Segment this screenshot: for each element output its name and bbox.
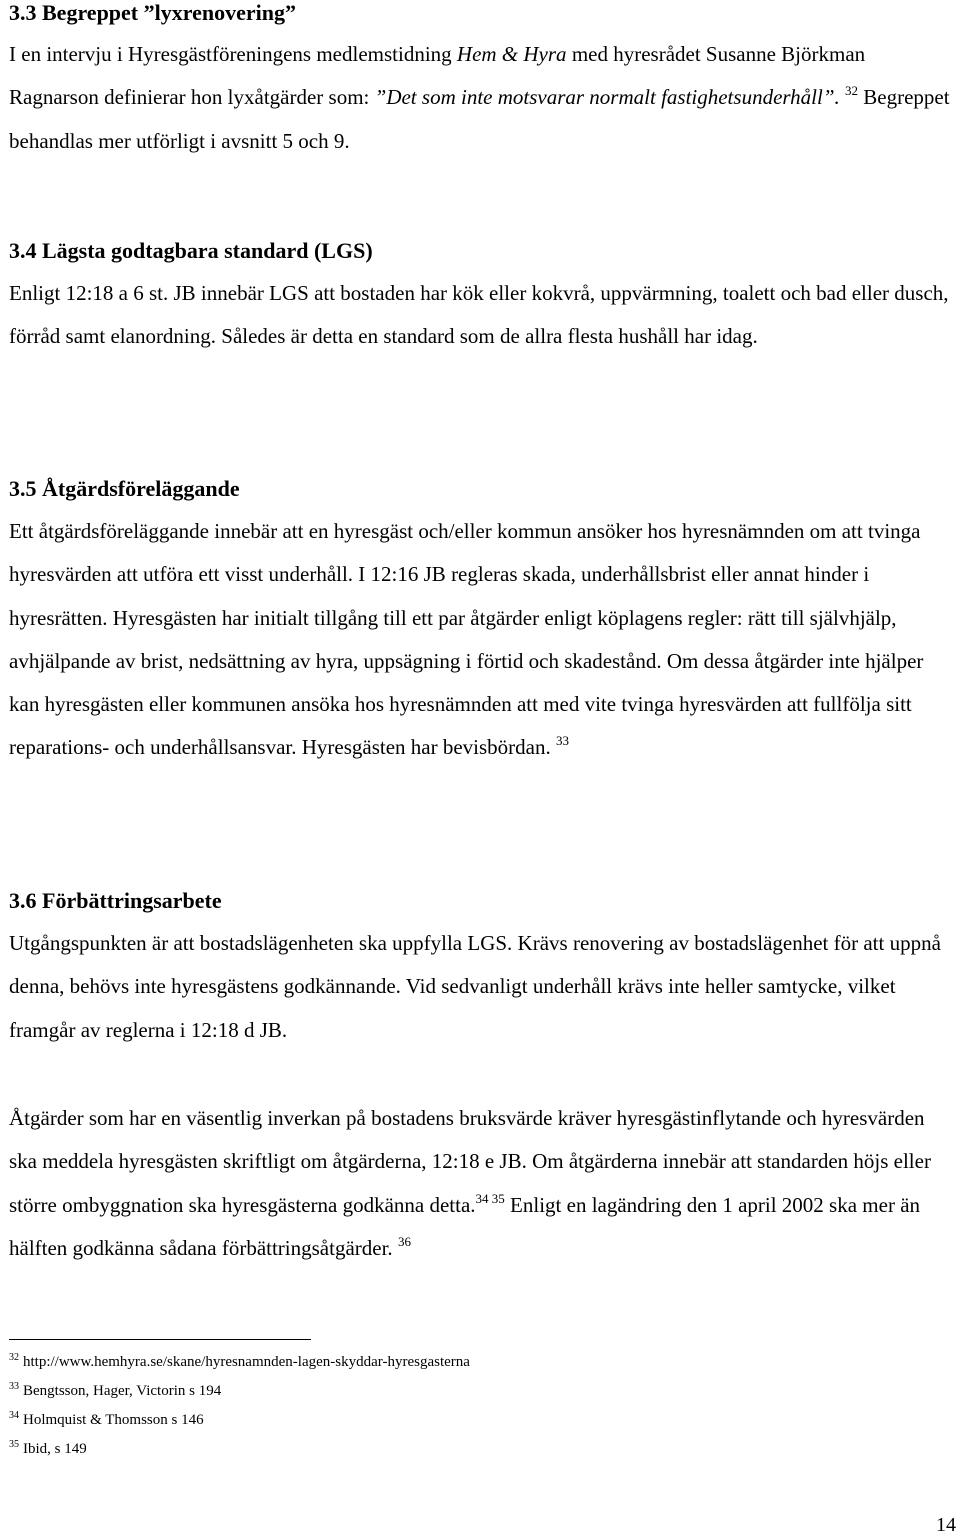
footnote-ref-33: 33 bbox=[555, 733, 569, 749]
text-run: Enligt en lagändring den 1 april 2002 ska mer än hälften godkänna sådana förbättringsåtgärder. bbox=[9, 1192, 921, 1260]
footnote-item bbox=[9, 1406, 909, 1435]
text-run: med hyresrådet Susanne Björkman Ragnarson definierar hon lyxåtgärder som: bbox=[9, 42, 866, 110]
text-run: Begreppet behandlas mer utförligt i avsnitt 5 och 9. bbox=[9, 85, 950, 153]
paragraph-3-5 bbox=[9, 510, 955, 770]
paragraph-3-6-b bbox=[9, 1097, 955, 1270]
text-run: Ett åtgärdsföreläggande innebär att en hyresgäst och/eller kommun ansöker hos hyresnämnden om att tvinga hyresvärden att utföra ett visst underhåll. I 12:16 JB regleras skada, underhållsbrist eller annat hinder i hyresrätten. Hyresgästen har initialt tillgång till ett par åtgärder enligt köplagens regler: rätt till självhjälp, avhjälpande av brist, nedsättning av hyra, uppsägning i förtid och skadestånd. Om dessa åtgärder inte hjälper kan hyresgästen eller kommunen ansöka hos hyresnämnden att med vite tvinga hyresvärden att fullfölja sitt reparations- och underhållsansvar. Hyresgästen har bevisbördan. bbox=[9, 519, 924, 760]
footnote-number: 35 bbox=[9, 1439, 19, 1450]
paragraph-3-6-a: Utgångspunkten är att bostadslägenheten ska uppfylla LGS. Krävs renovering av bostadslägenhet för att uppnå denna, behövs inte hyresgästens godkännande. Vid sedvanligt underhåll krävs inte heller samtycke, vilket framgår av reglerna i 12:18 d JB. bbox=[9, 931, 941, 1042]
footnote-number: 32 bbox=[9, 1352, 19, 1363]
magazine-title: Hem & Hyra bbox=[456, 42, 567, 66]
footnote-item bbox=[9, 1435, 909, 1464]
quote: ”Det som inte motsvarar normalt fastighetsunderhåll”. bbox=[374, 85, 840, 110]
paragraph-3-4: Enligt 12:18 a 6 st. JB innebär LGS att bostaden har kök eller kokvrå, uppvärmning, toalett och bad eller dusch, förråd samt elanordning. Således är detta en standard som de allra flesta hushåll har idag. bbox=[9, 281, 949, 349]
section-heading-3-6: 3.6 Förbättringsarbete bbox=[9, 888, 222, 913]
page-number: 14 bbox=[936, 1514, 956, 1536]
footnote-text: Ibid, s 149 bbox=[23, 1441, 87, 1457]
section-heading-3-4: 3.4 Lägsta godtagbara standard (LGS) bbox=[9, 238, 373, 263]
section-heading-3-3: 3.3 Begreppet ”lyxrenovering” bbox=[9, 0, 296, 25]
footnote-number: 33 bbox=[9, 1381, 19, 1392]
footnote-ref-34-35: 34 35 bbox=[475, 1190, 505, 1206]
footnote-item bbox=[9, 1348, 909, 1377]
footnote-ref-36: 36 bbox=[397, 1233, 411, 1249]
paragraph-3-3 bbox=[9, 33, 955, 163]
footnote-number: 34 bbox=[9, 1410, 19, 1421]
footnote-text: http://www.hemhyra.se/skane/hyresnamnden-lagen-skyddar-hyresgasterna bbox=[23, 1354, 470, 1370]
footnote-text: Bengtsson, Hager, Victorin s 194 bbox=[23, 1383, 222, 1399]
footnote-ref-32: 32 bbox=[845, 83, 859, 99]
footnote-item bbox=[9, 1377, 909, 1406]
footnote-divider bbox=[9, 1339, 311, 1340]
text-run: Åtgärder som har en väsentlig inverkan på bostadens bruksvärde kräver hyresgästinflytande och hyresvärden ska meddela hyresgästen skriftligt om åtgärderna, 12:18 e JB. Om åtgärderna innebär att standarden höjs eller större ombyggnation ska hyresgästerna godkänna detta. bbox=[9, 1106, 931, 1217]
footnotes bbox=[9, 1348, 909, 1464]
footnote-text: Holmquist & Thomsson s 146 bbox=[23, 1412, 204, 1428]
text-run: I en intervju i Hyresgästföreningens medlemstidning bbox=[9, 42, 457, 66]
section-heading-3-5: 3.5 Åtgärdsföreläggande bbox=[9, 476, 240, 501]
